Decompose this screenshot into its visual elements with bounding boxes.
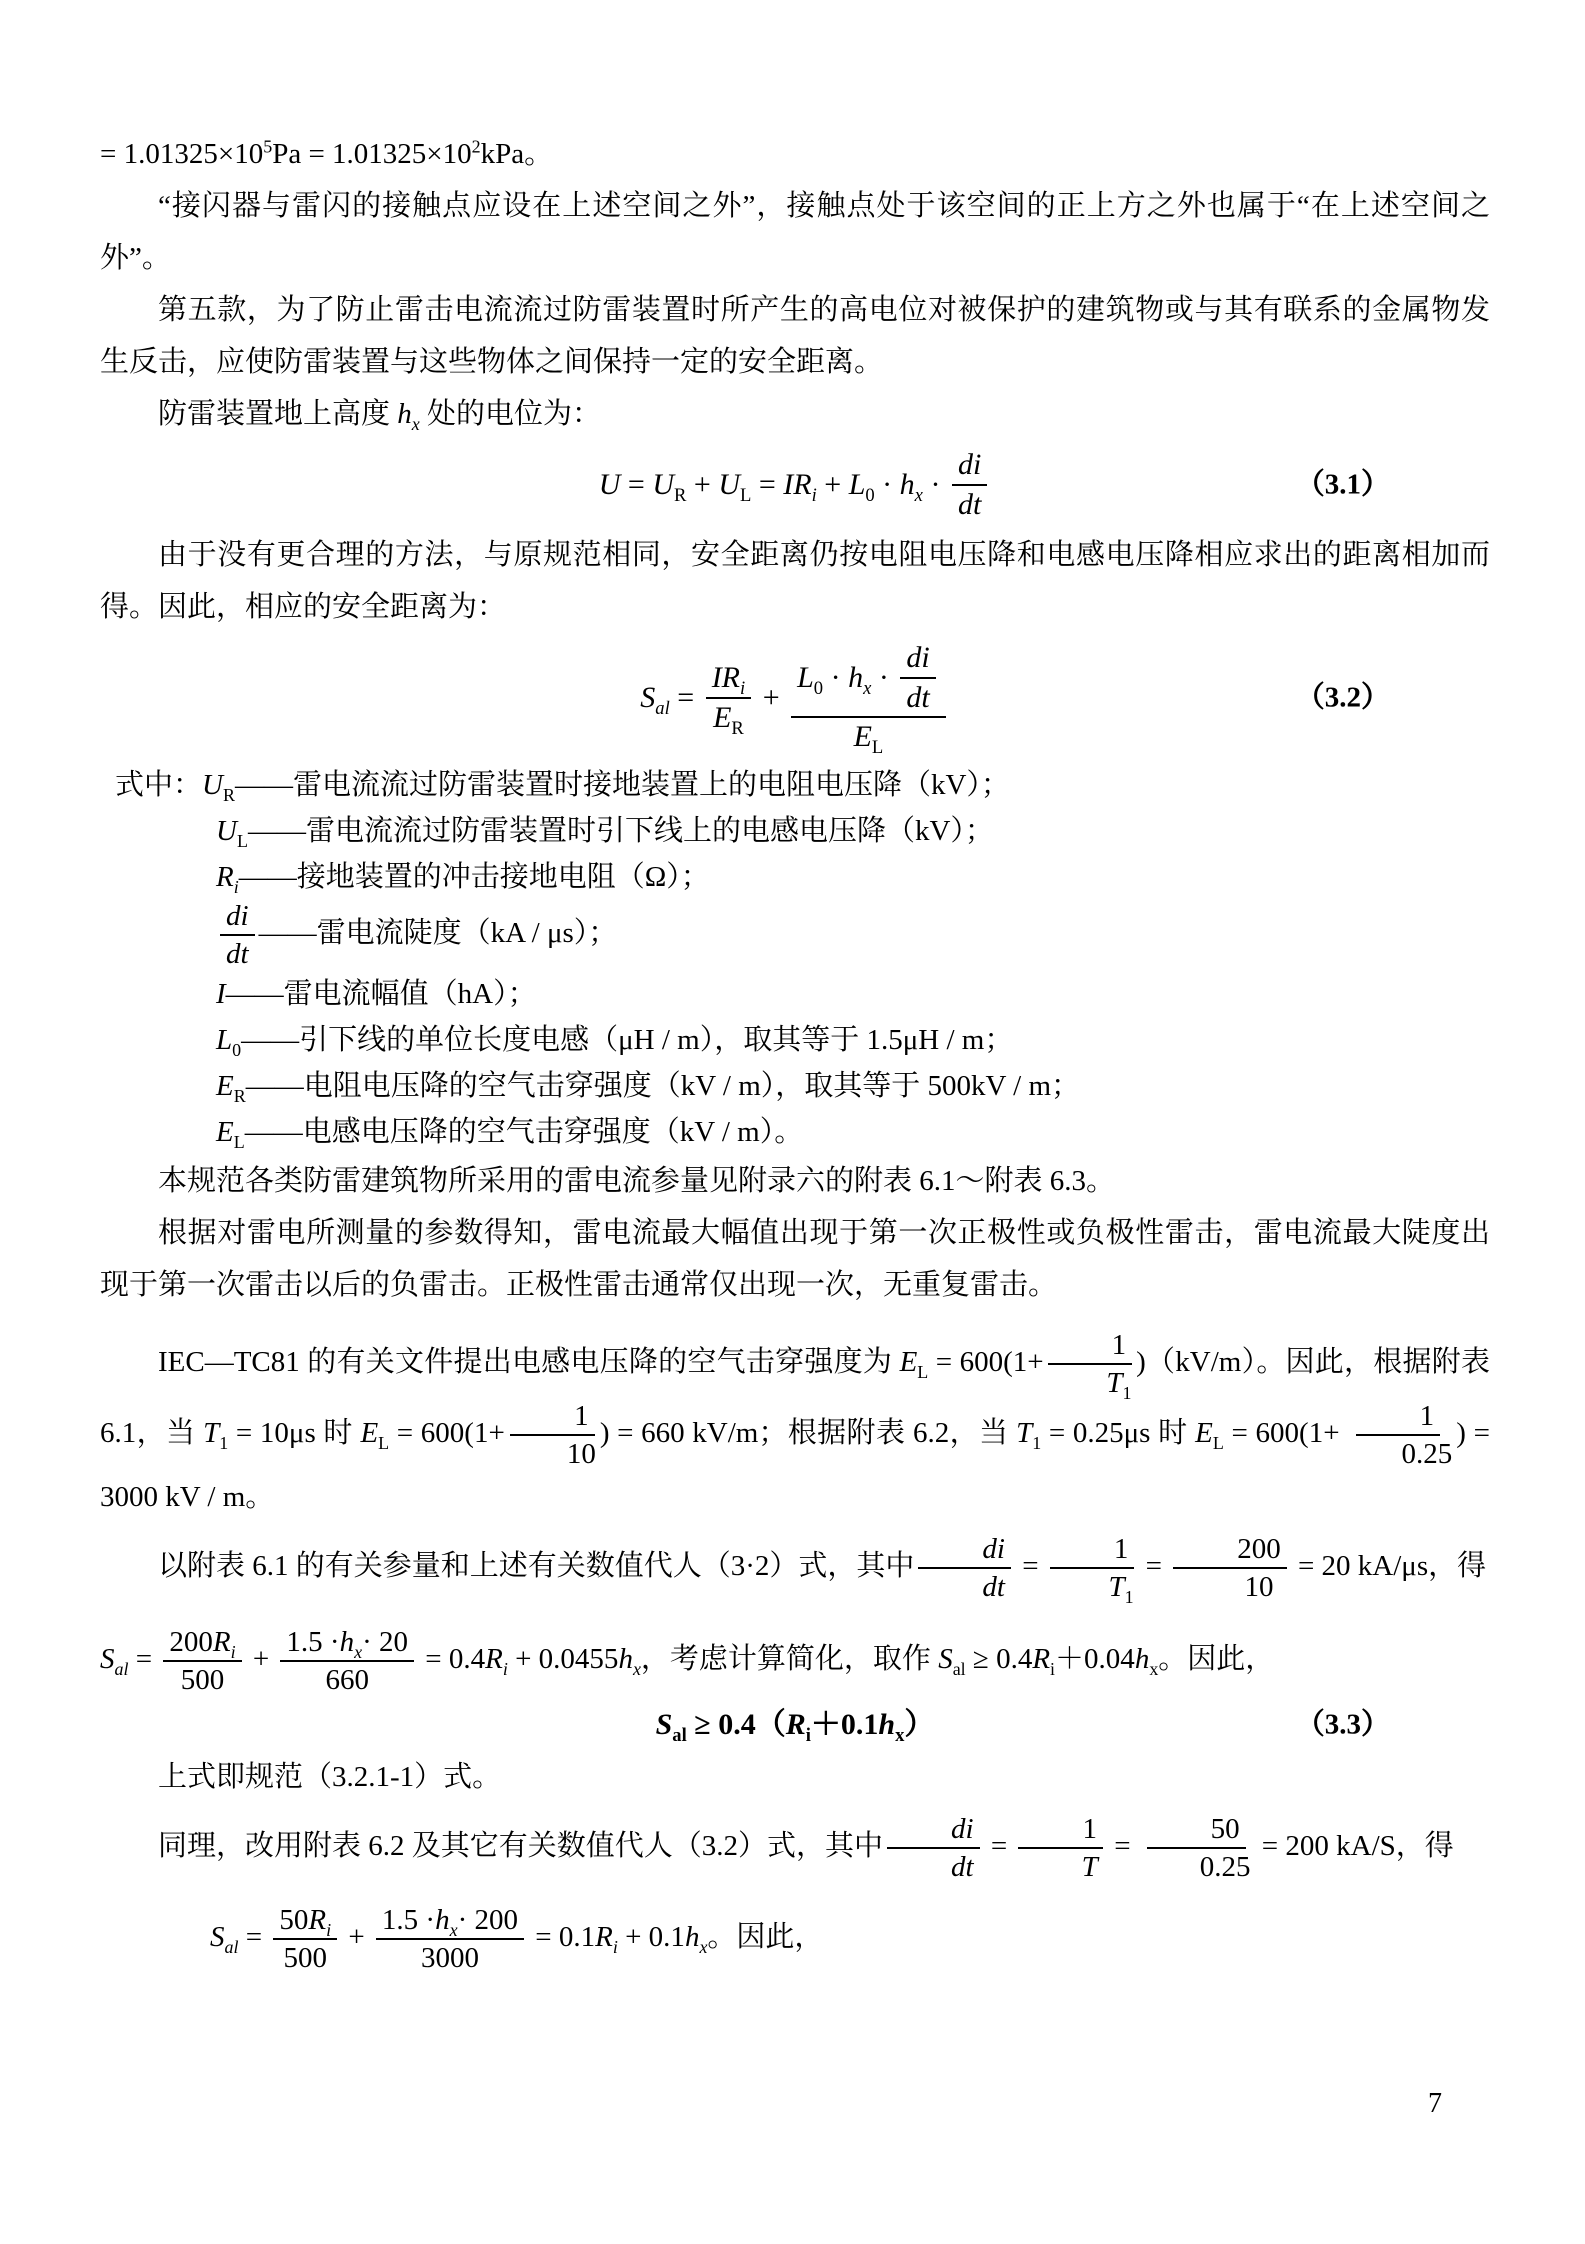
math-variable: $h_x$ <box>848 660 872 699</box>
math-variable: $U_L$ <box>718 467 752 506</box>
paragraph-appendix-tables: 本规范各类防雷建筑物所采用的雷电流参量见附录六的附表 6.1～附表 6.3。 <box>158 1164 1116 1197</box>
numerator <box>220 900 255 936</box>
math-variable: di <box>957 448 982 481</box>
math-variable: $S_{al}$ <box>100 1642 129 1679</box>
math-variable: dt <box>951 1851 974 1884</box>
math-text: ——雷电流流过防雷装置时接地装置上的电阻电压降（kV）； <box>234 768 1010 801</box>
math-variable: $R_i$ <box>1032 1642 1056 1679</box>
math-variable: $E_L$ <box>360 1416 390 1453</box>
math-text: 处的电位为： <box>419 398 602 430</box>
math-text: 50 <box>1210 1812 1240 1845</box>
paragraph-air-termination: “接闪器与雷闪的接触点应设在上述空间之外”，接触点处于该空间的正上方之外也属于“在上述空间之外”。 <box>100 190 1490 274</box>
paragraph-clause-five: 第五款，为了防止雷击电流流过防雷装置时所产生的高电位对被保护的建筑物或与其有联系的金属物发生反击，应使防雷装置与这些物体之间保持一定的安全距离。 <box>100 294 1490 378</box>
math-text: 式中： <box>115 768 203 801</box>
subscript: i <box>740 677 746 699</box>
subscript: 0 <box>232 1039 242 1060</box>
math-text: + <box>816 467 849 501</box>
math-text: = <box>128 1642 160 1675</box>
math-variable: $S_{al}$ <box>210 1920 239 1957</box>
math-variable: di <box>906 641 930 675</box>
subscript: x <box>895 1724 905 1746</box>
math-text: · <box>823 660 849 694</box>
math-variable: $h_x$ <box>878 1707 905 1746</box>
denominator <box>853 718 884 759</box>
math-text: = <box>620 467 653 501</box>
numerator <box>1147 1813 1246 1849</box>
denominator <box>226 936 249 970</box>
math-text: + <box>245 1642 277 1675</box>
math-variable: $E_L$ <box>853 720 884 759</box>
math-text: · <box>871 660 897 694</box>
subscript: 0 <box>865 484 875 506</box>
subscript: L <box>378 1432 390 1453</box>
math-text: kPa。 <box>480 138 554 170</box>
numerator <box>791 641 946 718</box>
subscript: L <box>917 1361 929 1382</box>
math-variable: $R_i$ <box>785 1707 811 1746</box>
subscript: 1 <box>219 1432 229 1453</box>
math-text: ≥ 0.4（ <box>686 1707 786 1741</box>
equation-3-3 <box>100 1707 1490 1746</box>
subscript: 0 <box>813 677 824 699</box>
math-text: = 600(1+ <box>928 1346 1044 1379</box>
subscript: L <box>739 484 752 506</box>
subscript: x <box>411 413 420 434</box>
subscript: x <box>914 484 923 506</box>
numerator <box>900 641 935 679</box>
math-text: · 200 <box>457 1903 518 1936</box>
paragraph-pressure-conversion <box>100 128 1490 180</box>
math-text: 同理，改用附表 6.2 及其它有关数值代人（3.2）式，其中 <box>158 1829 884 1862</box>
math-text: ＋0.1 <box>810 1707 879 1741</box>
subscript: x <box>863 677 872 699</box>
definition-i <box>216 971 1490 1017</box>
math-text: + <box>686 467 719 501</box>
paragraph-potential-intro <box>100 388 1490 440</box>
math-text: = $1.01325\times 10^5$ <box>100 136 273 170</box>
math-text: 1 <box>1419 1399 1435 1432</box>
math-variable: $IR_i$ <box>783 467 817 506</box>
math-variable: T <box>1081 1851 1098 1884</box>
math-text: = 0.4 <box>418 1642 486 1675</box>
fraction <box>273 1904 337 1975</box>
equation-3-2 <box>100 641 1490 759</box>
superscript: 2 <box>471 136 481 157</box>
definition-didt <box>216 900 1490 971</box>
subscript: i <box>612 1936 618 1957</box>
math-variable: di <box>982 1532 1005 1565</box>
subscript: i <box>502 1658 508 1679</box>
math-text: )（kV/m）。因此，根据附表 6.1，当 <box>100 1346 1491 1449</box>
subscript: i <box>326 1919 332 1940</box>
equation-3-2-number: （3.2） <box>1295 681 1390 714</box>
math-text: 10 <box>1244 1571 1274 1604</box>
numerator <box>163 1626 241 1662</box>
numerator <box>1356 1400 1441 1436</box>
denominator <box>1344 1436 1453 1470</box>
math-text: 1.5 · <box>286 1625 340 1658</box>
math-text: · 20 <box>362 1625 408 1658</box>
subscript: R <box>731 717 744 739</box>
math-variable: $U_L$ <box>216 814 248 851</box>
fraction <box>791 641 946 759</box>
subscript: 1 <box>1032 1432 1042 1453</box>
paragraph-norm-reference: 上式即规范（3.2.1-1）式。 <box>158 1760 502 1793</box>
math-variable: dt <box>982 1571 1005 1604</box>
math-variable: dt <box>957 487 982 521</box>
math-text: 500 <box>180 1664 225 1697</box>
math-text: 500 <box>283 1942 327 1975</box>
math-text: = 0.1 <box>528 1920 596 1953</box>
math-text: 200 <box>1237 1532 1281 1565</box>
subscript: al <box>114 1658 129 1679</box>
subscript: al <box>672 1724 687 1746</box>
math-variable: di <box>951 1812 974 1845</box>
numerator <box>918 1533 1011 1569</box>
math-text: = 10μs 时 <box>228 1416 361 1449</box>
definition-el <box>216 1109 1490 1155</box>
math-variable: $E_R$ <box>713 700 744 739</box>
denominator <box>181 1662 225 1696</box>
math-text: + 0.0455 <box>507 1642 619 1675</box>
subscript: R <box>673 484 687 506</box>
math-variable: $U_R$ <box>652 467 687 506</box>
math-text: IEC—TC81 的有关文件提出电感电压降的空气击穿强度为 <box>158 1346 900 1379</box>
fraction <box>1050 1532 1135 1608</box>
math-text: 1 <box>574 1399 589 1432</box>
definition-ul <box>216 808 1490 854</box>
math-text: $Pa = 1.01325\times 10^2$ <box>272 136 481 170</box>
subscript: L <box>1212 1432 1224 1453</box>
math-text: ) = 660 kV/m；根据附表 6.2，当 <box>599 1416 1017 1449</box>
equation-3-3-formula <box>655 1707 935 1746</box>
math-text: ，考虑计算简化，取作 <box>640 1642 939 1675</box>
math-text: ） <box>904 1707 935 1741</box>
math-variable: $h_x$ <box>1134 1642 1159 1679</box>
math-variable: $S_{al}$ <box>640 680 670 719</box>
math-variable: $T_1$ <box>1108 1571 1134 1608</box>
fraction <box>163 1626 241 1697</box>
math-text: = 0.25μs 时 <box>1041 1416 1196 1449</box>
fraction <box>887 1813 980 1884</box>
equation-3-2-formula <box>640 641 949 759</box>
denominator <box>1051 1569 1134 1608</box>
math-variable: $R_i$ <box>308 1903 332 1940</box>
math-text: ——雷电流陡度（kA / μs）； <box>258 917 618 950</box>
math-variable: $E_R$ <box>216 1069 246 1106</box>
math-text: · <box>922 467 948 501</box>
subscript: i <box>1050 1658 1056 1679</box>
math-variable: $h_x$ <box>435 1903 458 1940</box>
math-variable: I <box>216 977 226 1010</box>
math-variable: U <box>598 467 621 501</box>
math-text: ——电阻电压降的空气击穿强度（kV / m），取其等于 500kV / m； <box>245 1069 1081 1102</box>
equation-3-1-number: （3.1） <box>1295 468 1390 501</box>
math-text: + 0.1 <box>617 1920 685 1953</box>
math-variable: $E_L$ <box>899 1346 929 1382</box>
math-text: 防雷装置地上高度 <box>158 398 398 430</box>
definition-ur <box>115 762 1490 808</box>
fraction <box>706 660 752 739</box>
denominator <box>924 1569 1005 1603</box>
math-text: ——雷电流幅值（hA）； <box>225 977 537 1010</box>
subscript: 1 <box>1124 1587 1134 1608</box>
definition-ri <box>216 854 1490 900</box>
math-variable: $h_x$ <box>899 467 923 506</box>
subscript: L <box>236 830 248 851</box>
subscript: al <box>224 1936 239 1957</box>
math-text: 以附表 6.1 的有关参量和上述有关数值代人（3·2）式，其中 <box>158 1549 915 1582</box>
math-variable: $h_x$ <box>339 1625 363 1662</box>
math-variable: $T_1$ <box>203 1416 229 1453</box>
numerator <box>280 1626 414 1662</box>
denominator <box>509 1436 596 1470</box>
denominator <box>906 679 929 715</box>
math-text: 0.25 <box>1199 1851 1251 1884</box>
denominator <box>958 486 981 522</box>
numerator <box>1173 1533 1287 1569</box>
math-variable: $R_i$ <box>595 1920 618 1957</box>
numerator <box>273 1904 337 1940</box>
math-text: ＋0.04 <box>1055 1642 1135 1675</box>
math-text: = <box>1138 1549 1170 1582</box>
subscript: al <box>952 1658 966 1679</box>
math-text: 50 <box>279 1903 309 1936</box>
numerator <box>1050 1533 1135 1569</box>
math-text: = <box>751 467 784 501</box>
math-text: = <box>1014 1549 1046 1582</box>
math-text: = 20 kA/μs，得 <box>1290 1549 1487 1582</box>
denominator <box>421 1940 479 1974</box>
denominator <box>1048 1365 1132 1404</box>
math-variable: dt <box>226 938 249 971</box>
math-text: ≥ 0.4 <box>965 1642 1033 1675</box>
equation-3-1-formula <box>599 448 992 521</box>
math-text: 。因此， <box>1158 1642 1275 1675</box>
subscript: i <box>230 1641 236 1662</box>
math-text: 1.5 · <box>381 1903 436 1936</box>
fraction <box>1173 1533 1287 1604</box>
denominator <box>1186 1569 1273 1603</box>
math-text: = <box>983 1829 1015 1862</box>
numerator <box>952 448 987 486</box>
math-text: 1 <box>1082 1812 1097 1845</box>
math-text: ——雷电流流过防雷装置时引下线上的电感电压降（kV）； <box>247 814 994 847</box>
math-variable: $T_1$ <box>1106 1367 1132 1404</box>
math-variable: $L_0$ <box>797 660 824 699</box>
numerator <box>510 1400 595 1436</box>
math-text: 3000 <box>420 1942 479 1975</box>
fraction <box>918 1533 1011 1604</box>
math-text: = <box>669 680 702 714</box>
math-variable: $L_0$ <box>848 467 875 506</box>
math-text: 200 <box>169 1625 213 1658</box>
paragraph-iec-tc81 <box>100 1329 1490 1523</box>
fraction <box>1018 1813 1103 1884</box>
math-variable: $h_x$ <box>684 1920 708 1957</box>
fraction <box>900 641 935 714</box>
math-variable: $U_R$ <box>202 768 235 805</box>
numerator <box>1048 1329 1133 1365</box>
math-variable: dt <box>906 680 930 714</box>
subscript: x <box>632 1658 641 1679</box>
denominator <box>325 1662 369 1696</box>
math-text: · <box>874 467 900 501</box>
paragraph-sal-calculation <box>100 1626 1490 1697</box>
subscript: al <box>655 697 670 719</box>
math-text: = 600(1+ <box>1223 1416 1340 1449</box>
math-text: 。因此， <box>707 1920 824 1953</box>
equation-3-1 <box>100 448 1490 521</box>
fraction <box>952 448 987 521</box>
subscript: L <box>233 1131 245 1152</box>
math-text: 0.25 <box>1401 1438 1453 1471</box>
subscript: i <box>233 876 239 897</box>
math-variable: di <box>226 899 249 932</box>
math-text: 10 <box>566 1438 596 1471</box>
math-text: = 600(1+ <box>389 1416 505 1449</box>
numerator <box>887 1813 980 1849</box>
definition-er <box>216 1063 1490 1109</box>
subscript: x <box>699 1936 708 1957</box>
subscript: i <box>805 1724 811 1746</box>
denominator <box>283 1940 327 1974</box>
math-text: ——电感电压降的空气击穿强度（kV / m）。 <box>244 1115 804 1148</box>
fraction <box>1048 1328 1133 1404</box>
denominator <box>893 1849 974 1883</box>
fraction <box>509 1400 596 1471</box>
math-variable: $h_x$ <box>618 1642 641 1679</box>
subscript: x <box>449 1919 458 1940</box>
denominator <box>1024 1849 1098 1883</box>
paragraph-similarly <box>100 1813 1490 1884</box>
subscript: R <box>222 784 235 805</box>
math-variable: $R_i$ <box>212 1625 236 1662</box>
fraction <box>220 900 255 971</box>
paragraph-substitute-values <box>100 1532 1490 1608</box>
math-variable: $IR_i$ <box>711 660 746 699</box>
math-text: = 200 kA/S，得 <box>1254 1829 1454 1862</box>
math-text: = <box>1106 1829 1138 1862</box>
math-variable: $R_i$ <box>216 860 239 897</box>
numerator <box>706 661 752 699</box>
superscript: 5 <box>263 136 273 157</box>
fraction <box>1344 1400 1453 1471</box>
equation-3-3-number: （3.3） <box>1295 1708 1390 1741</box>
math-variable: $R_i$ <box>485 1642 508 1679</box>
numerator <box>376 1904 524 1940</box>
fraction <box>280 1626 414 1697</box>
subscript: L <box>871 737 884 759</box>
subscript: i <box>811 484 817 506</box>
fraction <box>376 1904 524 1975</box>
math-text: ——接地装置的冲击接地电阻（Ω）； <box>238 860 710 893</box>
math-text: + <box>341 1920 372 1953</box>
definition-l0 <box>216 1017 1490 1063</box>
denominator <box>1142 1849 1251 1883</box>
subscript: x <box>1149 1658 1159 1679</box>
math-variable: $E_L$ <box>1195 1416 1224 1453</box>
paragraph-final-formula <box>210 1904 1490 1975</box>
math-text: 1 <box>1113 1532 1129 1565</box>
math-text: = <box>238 1920 270 1953</box>
math-text: ) = 3000 kV / m。 <box>100 1416 1490 1513</box>
fraction <box>1142 1813 1251 1884</box>
numerator <box>1018 1813 1103 1849</box>
page-number: 7 <box>1428 2088 1442 2119</box>
denominator <box>713 699 744 739</box>
symbol-definitions <box>100 762 1490 1155</box>
math-variable: $T_1$ <box>1016 1416 1042 1453</box>
math-variable: $S_{al}$ <box>938 1642 966 1679</box>
paragraph-measured-params: 根据对雷电所测量的参数得知，雷电流最大幅值出现于第一次正极性或负极性雷击，雷电流最大陡度出现于第一次雷击以后的负雷击。正极性雷击通常仅出现一次，无重复雷击。 <box>100 1216 1490 1301</box>
math-variable: $E_L$ <box>216 1115 245 1152</box>
subscript: x <box>354 1641 363 1662</box>
math-text: + <box>755 680 788 714</box>
subscript: R <box>233 1085 246 1106</box>
paragraph-method: 由于没有更合理的方法，与原规范相同，安全距离仍按电阻电压降和电感电压降相应求出的距离相加而得。因此，相应的安全距离为： <box>100 539 1490 624</box>
math-text: 1 <box>1111 1328 1127 1361</box>
math-text: 660 <box>325 1664 369 1697</box>
math-text: ——引下线的单位长度电感（μH / m），取其等于 1.5μH / m； <box>241 1023 1014 1056</box>
math-variable: $S_{al}$ <box>655 1707 687 1746</box>
math-variable: $h_x$ <box>397 398 420 434</box>
subscript: 1 <box>1122 1383 1132 1404</box>
math-variable: $L_0$ <box>216 1023 242 1060</box>
